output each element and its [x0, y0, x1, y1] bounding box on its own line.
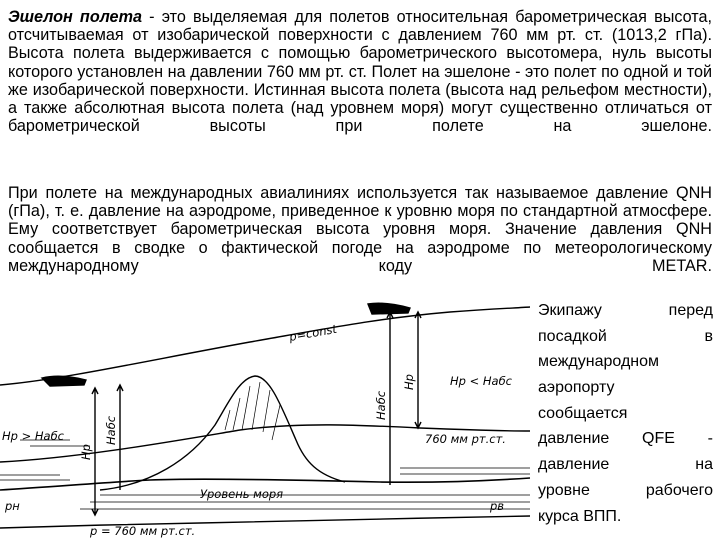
sidebar-line: уровне рабочего	[538, 481, 713, 499]
sidebar-line: курса ВПП.	[538, 507, 622, 525]
label-habs-right: Hабс	[374, 390, 388, 420]
sidebar-line: аэропорту	[538, 379, 615, 397]
hp-right-arrow	[415, 312, 421, 428]
sidebar-line: давление QFE -	[538, 430, 713, 448]
qnh-paragraph: При полете на международных авиалиниях используется так называемое давление QNH (гПа), т. е. давление на аэродроме, приведенное к уровню моря по стандартной атмосфере. Ему соответствует барометрическая высота уровня моря. Значение давления QNH сообщается в сводке о фактической погоде на аэродроме по метеорологическому международному коду METAR.	[8, 184, 712, 275]
label-habs-left: Hабс	[104, 415, 118, 445]
aircraft-left-icon	[42, 376, 86, 386]
term-flight-level: Эшелон полета	[8, 8, 142, 26]
sidebar-line: Экипажу перед	[538, 302, 713, 319]
label-hp-left: Hр	[79, 444, 93, 460]
label-p-v: pв	[490, 499, 505, 513]
label-right-relation: Hр < Hабс	[450, 374, 513, 388]
label-760-bottom: p = 760 мм рт.ст.	[90, 524, 196, 538]
aircraft-right-icon	[368, 303, 410, 314]
qfe-sidebar-text	[538, 298, 713, 529]
isobar-760-bottom-line	[0, 516, 530, 528]
sidebar-line: сообщается	[538, 404, 628, 422]
label-p-n: pн	[5, 499, 20, 513]
label-760-right: 760 мм рт.ст.	[425, 432, 506, 446]
label-p-const: p=const	[288, 321, 338, 344]
definition-paragraph	[8, 8, 712, 135]
definition-body: - это выделяемая для полетов относительная барометрическая высота, отсчитываемая от изобарической поверхности с давлением 760 мм рт. ст. (1013,2 гПа). Высота полета выдерживается с помощью барометрического высотомера, нуль высоты которого установлен на давлении 760 мм рт. ст. Полет на эшелоне - это полет по одной и той же изобарической поверхности. Истинная высота полета (высота над рельефом местности), а также абсолютная высота полета (над уровнем моря) могут существенно отличаться от барометрической высоты при полете на эшелоне.	[8, 8, 712, 136]
label-sea-level: Уровень моря	[200, 487, 284, 501]
sidebar-line: посадкой в	[538, 327, 713, 345]
flight-level-diagram	[0, 290, 535, 540]
label-left-relation: Hр > Hабс	[2, 429, 65, 443]
sidebar-line: давление на	[538, 456, 713, 474]
label-hp-right: Hр	[402, 374, 416, 390]
sidebar-line: международном	[538, 353, 660, 371]
